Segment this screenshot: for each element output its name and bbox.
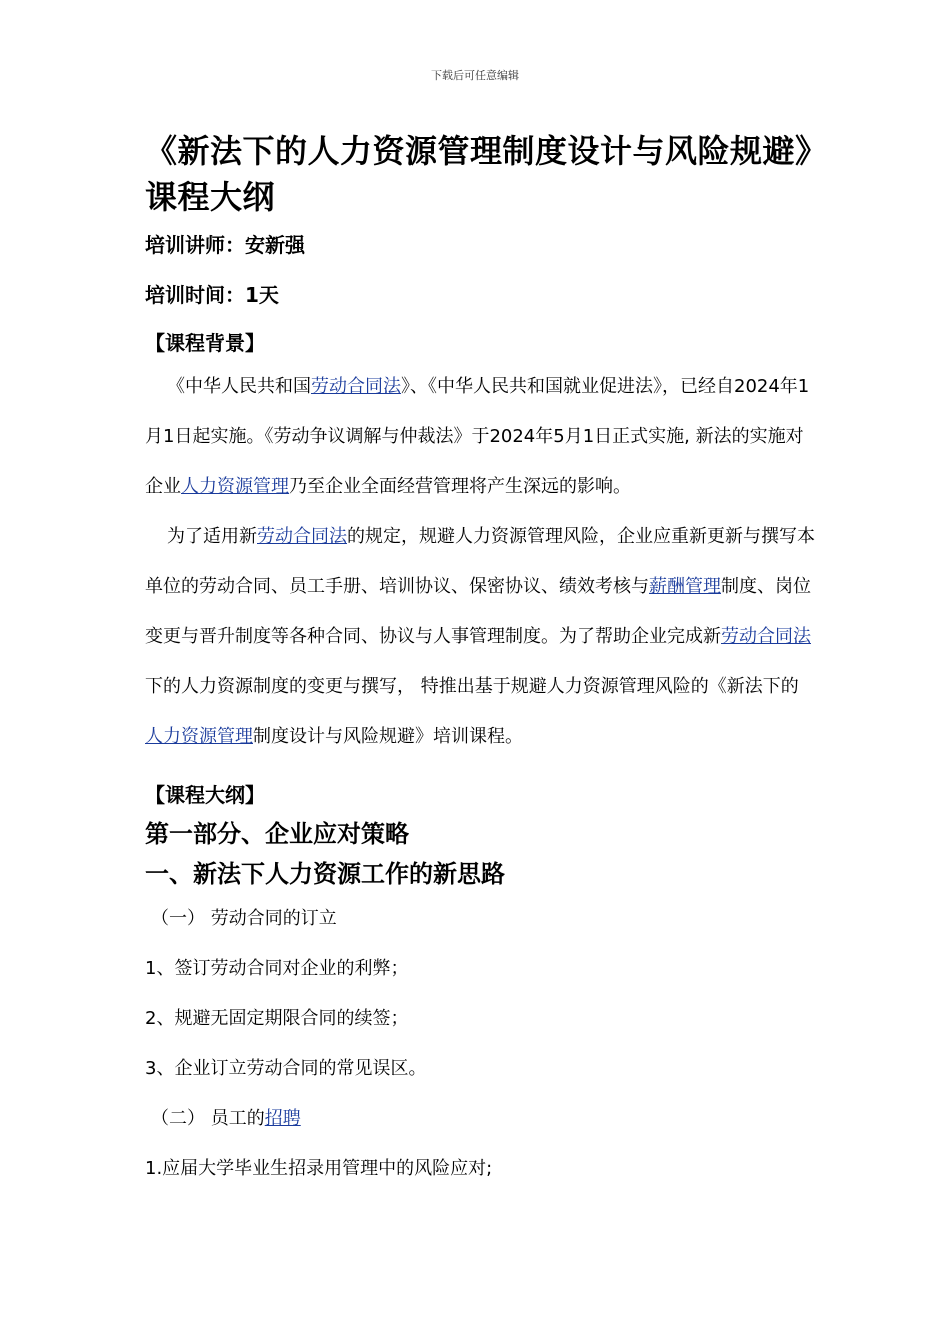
chapter-heading: 一、新法下人力资源工作的新思路: [145, 860, 505, 888]
background-paragraph-2: [145, 512, 815, 762]
hr-management-link[interactable]: 人力资源管理: [181, 476, 289, 497]
document-title: 《新法下的人力资源管理制度设计与风险规避》课程大纲: [145, 132, 812, 216]
list-item: 2、规避无固定期限合同的续签；: [145, 1008, 409, 1029]
list-item: 3、企业订立劳动合同的常见误区。: [145, 1058, 427, 1079]
document-body: [145, 128, 815, 1194]
text-run: 下的人力资源制度的变更与撰写， 特推出基于规避人力资源管理风险的《新法下的: [145, 676, 799, 697]
outline-heading: 【课程大纲】: [145, 783, 265, 807]
subsection-heading: [145, 1094, 815, 1144]
text-run: 的规定，规避人力资源管理风险，企业应重新更新与撰写本单位的劳动合同、员工手册、培训协议、保密协议、绩效考核与: [145, 526, 815, 597]
recruitment-link[interactable]: 招聘: [264, 1108, 301, 1129]
labor-contract-law-link[interactable]: 劳动合同法: [311, 376, 401, 397]
labor-contract-law-link[interactable]: 劳动合同法: [721, 626, 811, 647]
text-run: 乃至企业全面经营管理将产生深远的影响。: [289, 476, 631, 497]
hr-management-link[interactable]: 人力资源管理: [145, 726, 253, 747]
duration-line: 培训时间：1天: [145, 283, 279, 307]
list-item: 1.应届大学毕业生招录用管理中的风险应对;: [145, 1158, 493, 1179]
text-run: 》、《中华人民共和国就业促进法》，已经自2024年1月1日起实施。《劳动争议调解与仲裁法》于2024年5月1日正式实施, 新法的实施对企业: [145, 376, 810, 497]
labor-contract-law-link[interactable]: 劳动合同法: [257, 526, 347, 547]
text-run: 制度设计与风险规避》培训课程。: [253, 726, 523, 747]
text-run: 为了适用新: [167, 526, 257, 547]
trainer-line: 培训讲师：安新强: [145, 233, 305, 257]
text-run: 制度、岗位变更与晋升制度等各种合同、协议与人事管理制度。为了帮助企业完成新: [145, 576, 811, 647]
compensation-management-link[interactable]: 薪酬管理: [649, 576, 721, 597]
background-paragraph-1: [145, 362, 815, 512]
subsection-heading: （一） 劳动合同的订立: [151, 908, 337, 929]
list-item: 1、签订劳动合同对企业的利弊；: [145, 958, 409, 979]
download-note: 下载后可任意编辑: [431, 69, 519, 82]
text-run: 《中华人民共和国: [167, 376, 311, 397]
background-heading: 【课程背景】: [145, 331, 265, 355]
part-heading: 第一部分、企业应对策略: [145, 820, 409, 848]
text-run: （二） 员工的: [151, 1108, 265, 1129]
